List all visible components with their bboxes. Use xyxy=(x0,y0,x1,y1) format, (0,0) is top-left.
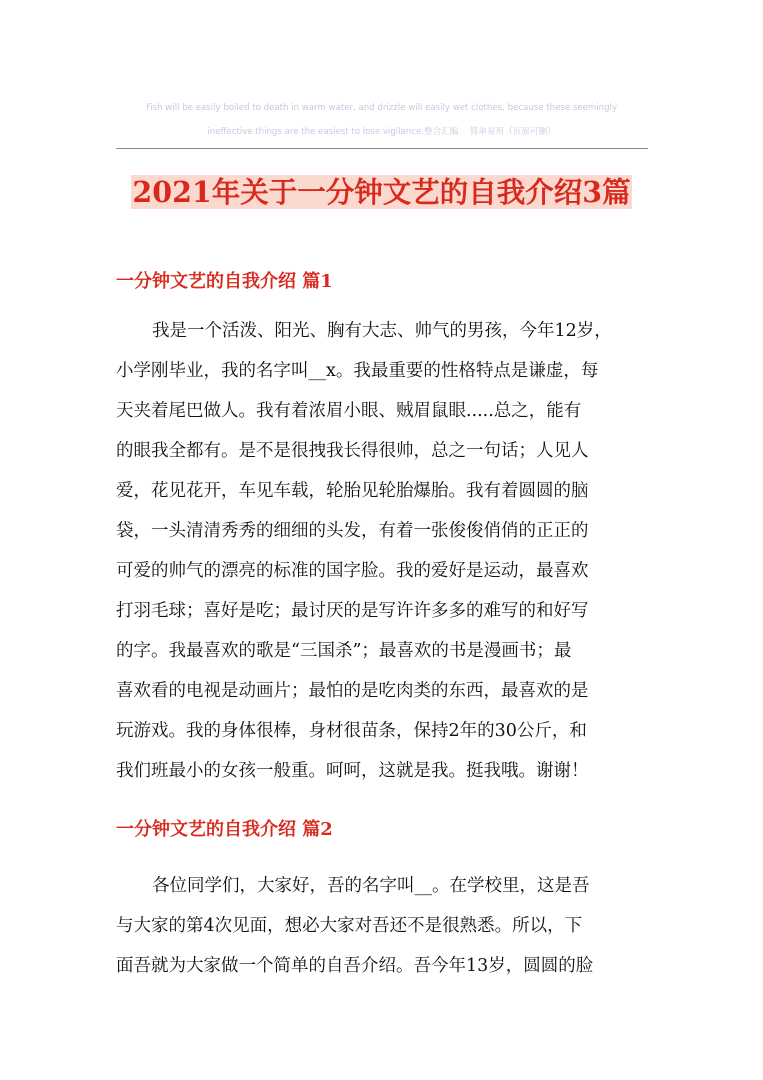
paragraph-line: 的眼我全都有。是不是很拽我长得很帅，总之一句话；人见人 xyxy=(116,441,589,461)
paragraph-line: 袋，一头清清秀秀的细细的头发，有着一张俊俊俏俏的正正的 xyxy=(116,521,589,541)
header-note-line-2-cn: 整合汇编 简单易用（页眉可删） xyxy=(424,127,556,137)
paragraph-line: 的字。我最喜欢的歌是“三国杀”；最喜欢的书是漫画书；最 xyxy=(116,641,572,661)
section-2-paragraph xyxy=(116,866,646,986)
paragraph-line: 面吾就为大家做一个简单的自吾介绍。吾今年13岁，圆圆的脸 xyxy=(116,956,594,976)
paragraph-line: 喜欢看的电视是动画片；最怕的是吃肉类的东西，最喜欢的是 xyxy=(116,681,589,701)
paragraph-line: 小学刚毕业，我的名字叫__x。我最重要的性格特点是谦虚，每 xyxy=(116,361,599,381)
section-1-paragraph xyxy=(116,311,646,791)
document-title-text: 2021年关于一分钟文艺的自我介绍3篇 xyxy=(132,175,631,209)
header-note-line-2-en: ineffective things are the easiest to lose vigilance. xyxy=(207,127,424,137)
header-note-line-2 xyxy=(110,120,653,144)
document-title xyxy=(0,170,763,214)
paragraph-line: 我们班最小的女孩一般重。呵呵，这就是我。挺我哦。谢谢！ xyxy=(116,761,589,781)
paragraph-line: 天夹着尾巴做人。我有着浓眉小眼、贼眉鼠眼.....总之，能有 xyxy=(116,401,582,421)
paragraph-line: 玩游戏。我的身体很棒，身材很苗条，保持2年的30公斤，和 xyxy=(116,721,587,741)
section-heading-2: 一分钟文艺的自我介绍 篇2 xyxy=(116,819,333,840)
header-note-line-1: Fish will be easily boiled to death in warm water, and drizzle will easily wet clothes, because these seemingly xyxy=(145,103,618,113)
paragraph-line: 各位同学们，大家好，吾的名字叫__。在学校里，这是吾 xyxy=(152,876,590,896)
paragraph-line: 我是一个活泼、阳光、胸有大志、帅气的男孩，今年12岁， xyxy=(152,321,612,341)
paragraph-line: 爱，花见花开，车见车载，轮胎见轮胎爆胎。我有着圆圆的脑 xyxy=(116,481,589,501)
paragraph-line: 打羽毛球；喜好是吃；最讨厌的是写许许多多的难写的和好写 xyxy=(116,601,589,621)
paragraph-line: 可爱的帅气的漂亮的标准的国字脸。我的爱好是运动，最喜欢 xyxy=(116,561,589,581)
header-divider xyxy=(116,148,648,149)
paragraph-line: 与大家的第4次见面，想必大家对吾还不是很熟悉。所以，下 xyxy=(116,916,583,936)
header-note xyxy=(110,96,653,144)
section-heading-1: 一分钟文艺的自我介绍 篇1 xyxy=(116,271,333,292)
